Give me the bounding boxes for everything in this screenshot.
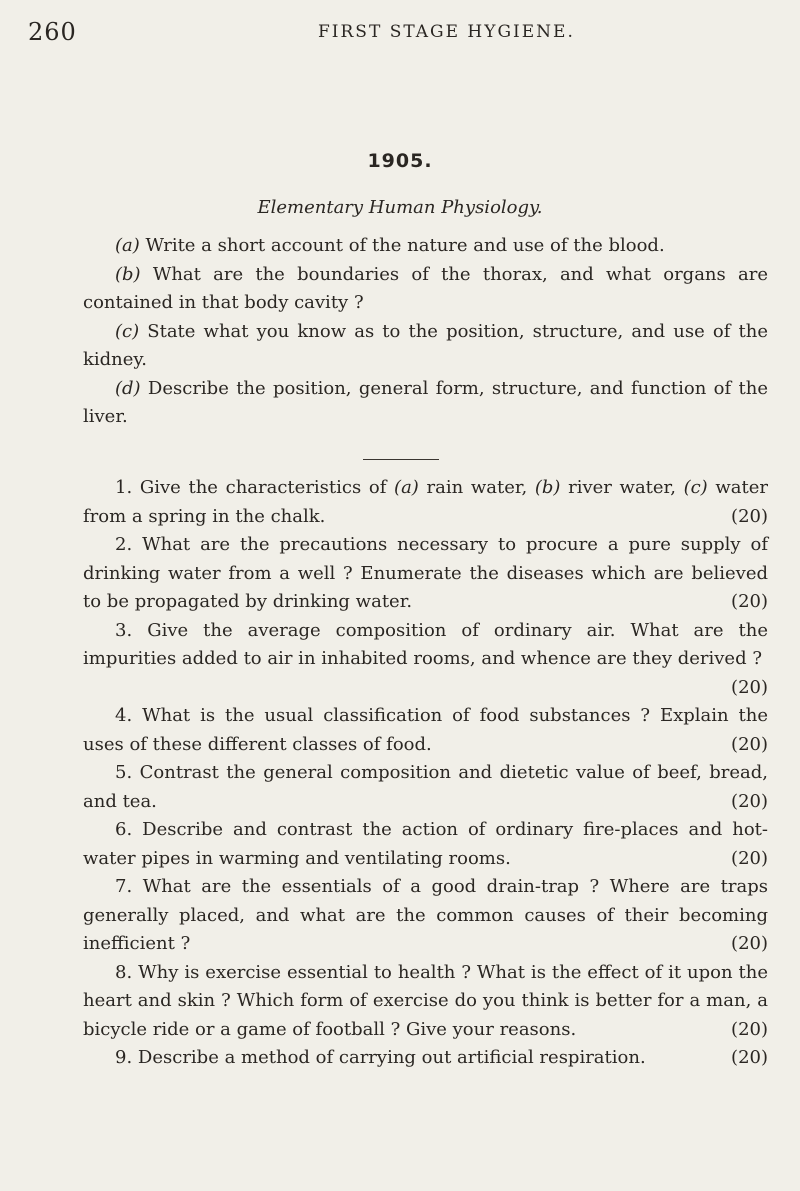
hygiene-question [83, 816, 768, 873]
question-text: Describe a method of carrying out artificial respiration. [137, 1047, 646, 1068]
question-number: 2. [115, 534, 133, 555]
question-text: Write a short account of the nature and use of the blood. [145, 235, 665, 256]
question-marks: (20) [731, 933, 768, 954]
question-text: Give the average composition of ordinary air. What are the impurities added to air in inhabited rooms, and whence are they derived ? [83, 619, 768, 669]
question-letter: (a) [394, 477, 419, 498]
question-text: water from a spring in the chalk. [83, 477, 769, 527]
question-number: 3. [115, 619, 133, 641]
question-text: What are the boundaries of the thorax, and what organs are contained in that body cavity ? [83, 263, 768, 313]
exam-year: 1905. [367, 150, 433, 172]
question-marks: (20) [731, 1018, 768, 1040]
running-head [28, 18, 740, 48]
question-letter: (b) [534, 477, 561, 498]
question-text: Contrast the general composition and dietetic value of beef, bread, and tea. [83, 762, 768, 812]
question-number: 1. [115, 477, 133, 498]
running-title: FIRST STAGE HYGIENE. [318, 22, 575, 42]
physiology-question [83, 232, 768, 261]
hygiene-question [83, 474, 768, 531]
question-marks: (20) [731, 505, 768, 527]
hygiene-question [83, 759, 768, 816]
question-number: 8. [115, 961, 133, 983]
question-text: What is the usual classification of food substances ? Explain the uses of these different classes of food. [83, 705, 768, 755]
question-marks: (20) [731, 676, 768, 698]
hygiene-question [83, 617, 768, 703]
question-letter: (b) [115, 263, 141, 285]
question-text: Give the characteristics of [139, 477, 395, 498]
physiology-questions [83, 232, 768, 432]
question-letter: (c) [683, 477, 708, 498]
question-text: State what you know as to the position, structure, and use of the kidney. [83, 320, 768, 370]
question-marks: (20) [731, 591, 768, 612]
question-marks: (20) [731, 847, 768, 869]
question-letter: (d) [115, 377, 141, 399]
question-text: What are the essentials of a good drain-trap ? Where are traps generally placed, and what are the common causes of their becoming inefficient ? [83, 876, 768, 954]
question-marks: (20) [731, 733, 768, 755]
question-text: Why is exercise essential to health ? What is the effect of it upon the heart and skin ? Which form of exercise do you think is better for a man, a bicycle ride or a game of football ? Give your reasons. [83, 961, 768, 1040]
physiology-question [83, 261, 768, 318]
section-divider [363, 459, 439, 460]
question-marks: (20) [731, 790, 768, 812]
hygiene-question [83, 531, 768, 617]
question-letter: (c) [115, 320, 140, 342]
question-text: What are the precautions necessary to procure a pure supply of drinking water from a well ? Enumerate the diseases which are believed to be propagated by drinking water. [83, 534, 768, 612]
subject-heading: Elementary Human Physiology. [257, 197, 543, 218]
question-text: Describe and contrast the action of ordinary fire-places and hot-water pipes in warming and ventilating rooms. [83, 819, 768, 869]
question-number: 6. [115, 819, 133, 840]
hygiene-questions [83, 474, 768, 1073]
hygiene-question [83, 959, 768, 1045]
question-marks: (20) [731, 1047, 768, 1068]
question-text: rain water, [418, 477, 535, 498]
hygiene-question [83, 873, 768, 959]
physiology-question [83, 375, 768, 432]
question-number: 9. [115, 1047, 133, 1068]
question-letter: (a) [115, 235, 140, 256]
hygiene-question [83, 1044, 768, 1073]
question-text: river water, [560, 477, 684, 498]
physiology-question [83, 318, 768, 375]
question-number: 7. [115, 876, 133, 897]
question-number: 5. [115, 762, 133, 783]
hygiene-question [83, 702, 768, 759]
page-number: 260 [28, 18, 77, 46]
question-number: 4. [115, 705, 133, 726]
question-text: Describe the position, general form, structure, and function of the liver. [83, 377, 768, 427]
